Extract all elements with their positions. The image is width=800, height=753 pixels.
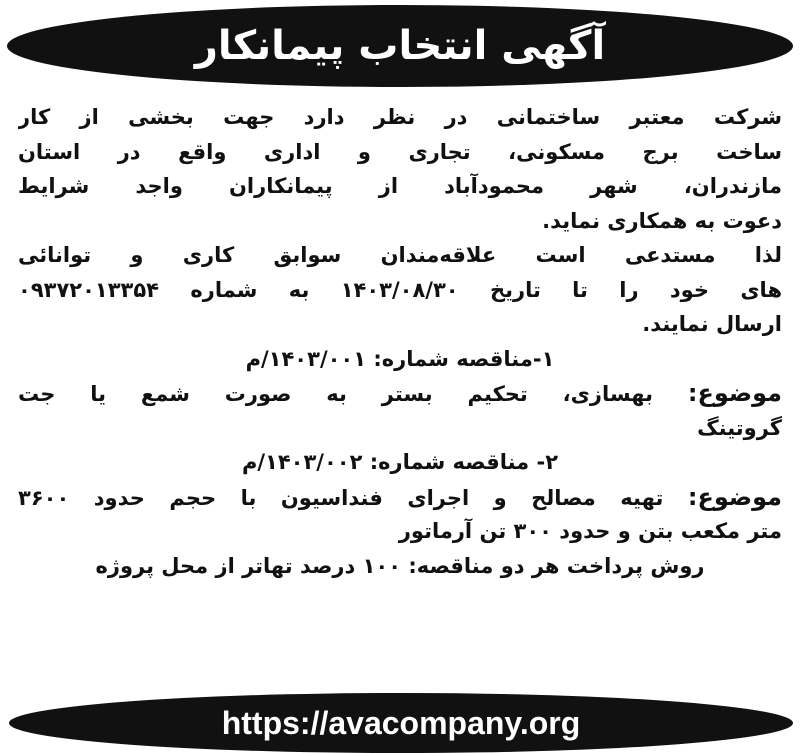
tender-2-subject — [18, 480, 782, 515]
tender-2-subject-continuation: متر مکعب بتن و حدود ۳۰۰ تن آرماتور — [398, 519, 782, 543]
website-url[interactable]: https://avacompany.org — [221, 704, 581, 741]
request-line-2: های خود را تا تاریخ ۱۴۰۳/۰۸/۳۰ به شماره ۰۹۳۷۲۰۱۳۳۵۴ — [18, 277, 782, 302]
payment-method: روش پرداخت هر دو مناقصه: ۱۰۰ درصد تهاتر از محل پروژه — [95, 553, 705, 578]
intro-line-3: مازندران، شهر محمودآباد از پیمانکاران واجد شرایط — [18, 174, 782, 198]
title-banner — [7, 5, 793, 87]
tender-1-subject-label: موضوع: — [687, 379, 782, 407]
intro-line-2: ساخت برج مسکونی، تجاری و اداری واقع در استان — [18, 139, 782, 164]
footer-banner — [9, 693, 793, 753]
tender-2-subject-text: تهیه مصالح و اجرای فنداسیون با حجم حدود ۳۶۰۰ — [18, 485, 688, 510]
tender-1-subject — [18, 376, 782, 411]
tender-2-subject-label: موضوع: — [687, 482, 782, 511]
request-line-1: لذا مستدعی است علاقه‌مندان سوابق کاری و توانائی — [18, 243, 782, 267]
intro-line-1: شرکت معتبر ساختمانی در نظر دارد جهت بخشی از کار — [18, 105, 782, 129]
intro-line-4: دعوت به همکاری نماید. — [542, 208, 782, 233]
tender-1-number: ۱-مناقصه شماره: ۱۴۰۳/۰۰۱/م — [245, 346, 555, 371]
tender-2-number: ۲- مناقصه شماره: ۱۴۰۳/۰۰۲/م — [241, 450, 559, 474]
ad-title: آگهی انتخاب پیمانکار — [194, 23, 606, 69]
tender-1-subject-continuation: گروتینگ — [697, 415, 782, 440]
tender-1-subject-text: بهسازی، تحکیم بستر به صورت شمع یا جت — [18, 382, 688, 406]
request-line-3: ارسال نمایند. — [642, 312, 782, 336]
ad-body — [18, 100, 782, 583]
